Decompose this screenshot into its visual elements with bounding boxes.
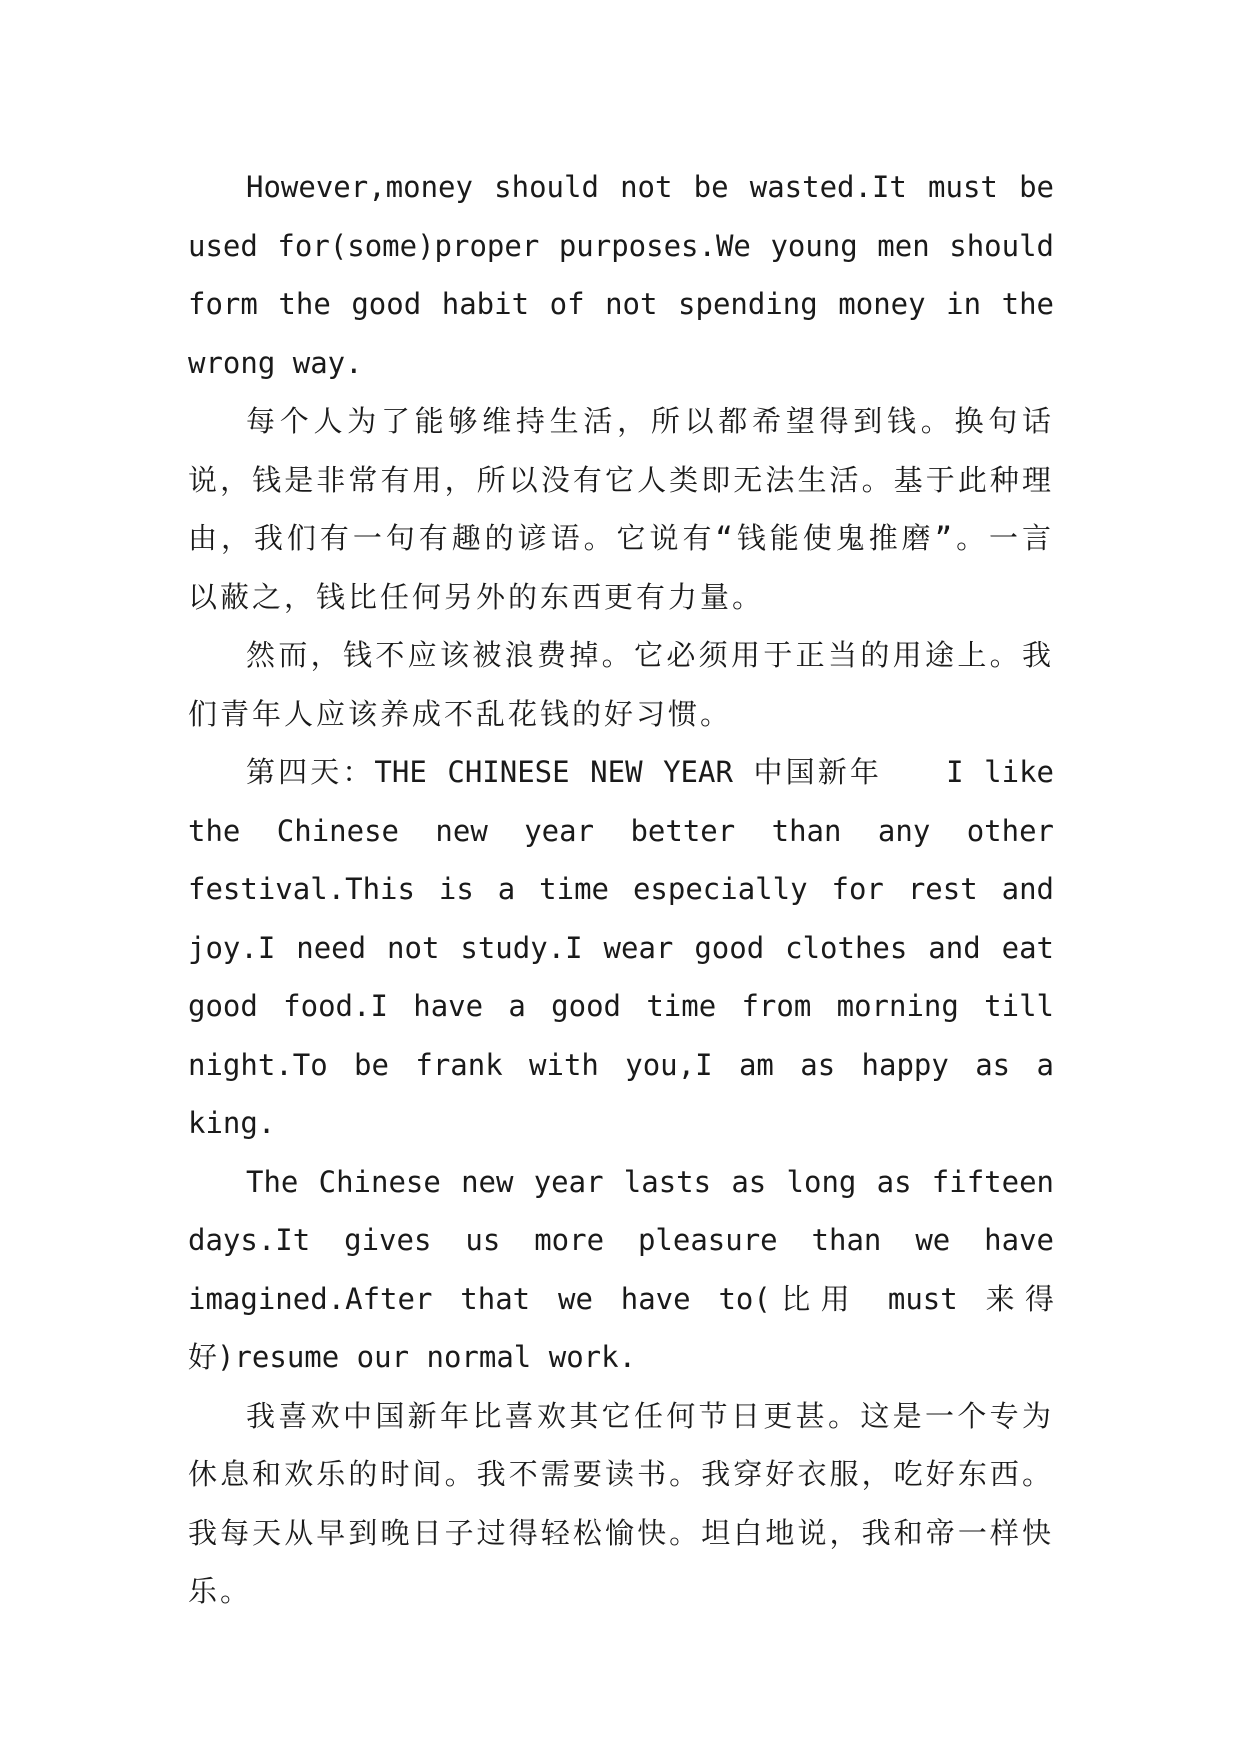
paragraph-new-year-cn: 我喜欢中国新年比喜欢其它任何节日更甚。这是一个专为休息和欢乐的时间。我不需要读书。我穿好衣服，吃好东西。我每天从早到晚日子过得轻松愉快。坦白地说，我和帝一样快乐。 <box>188 1398 1054 1608</box>
paragraph-day-four-new-year-en: 第四天：THE CHINESE NEW YEAR 中国新年 I like the Chinese new year better than any other festival.This is a time especially for rest and joy.I need not study.I wear good clothes and eat good food.I have a good time from morning till night.To be frank with you,I am as happy as a king. <box>188 755 1054 1140</box>
paragraph-fifteen-days-en: The Chinese new year lasts as long as fifteen days.It gives us more pleasure than we have imagined.After that we have to(比用 must 来得好)resume our normal work. <box>188 1164 1054 1374</box>
document-body <box>188 158 1054 1621</box>
paragraph-money-proverb-cn: 每个人为了能够维持生活，所以都希望得到钱。换句话说，钱是非常有用，所以没有它人类即无法生活。基于此种理由，我们有一句有趣的谚语。它说有“钱能使鬼推磨”。一言以蔽之，钱比任何另外的东西更有力量。 <box>188 404 1054 614</box>
paragraph-money-wasted-en: However,money should not be wasted.It must be used for(some)proper purposes.We young men should form the good habit of not spending money in the wrong way. <box>188 170 1054 380</box>
paragraph-money-wasted-cn: 然而，钱不应该被浪费掉。它必须用于正当的用途上。我们青年人应该养成不乱花钱的好习惯。 <box>188 638 1054 731</box>
